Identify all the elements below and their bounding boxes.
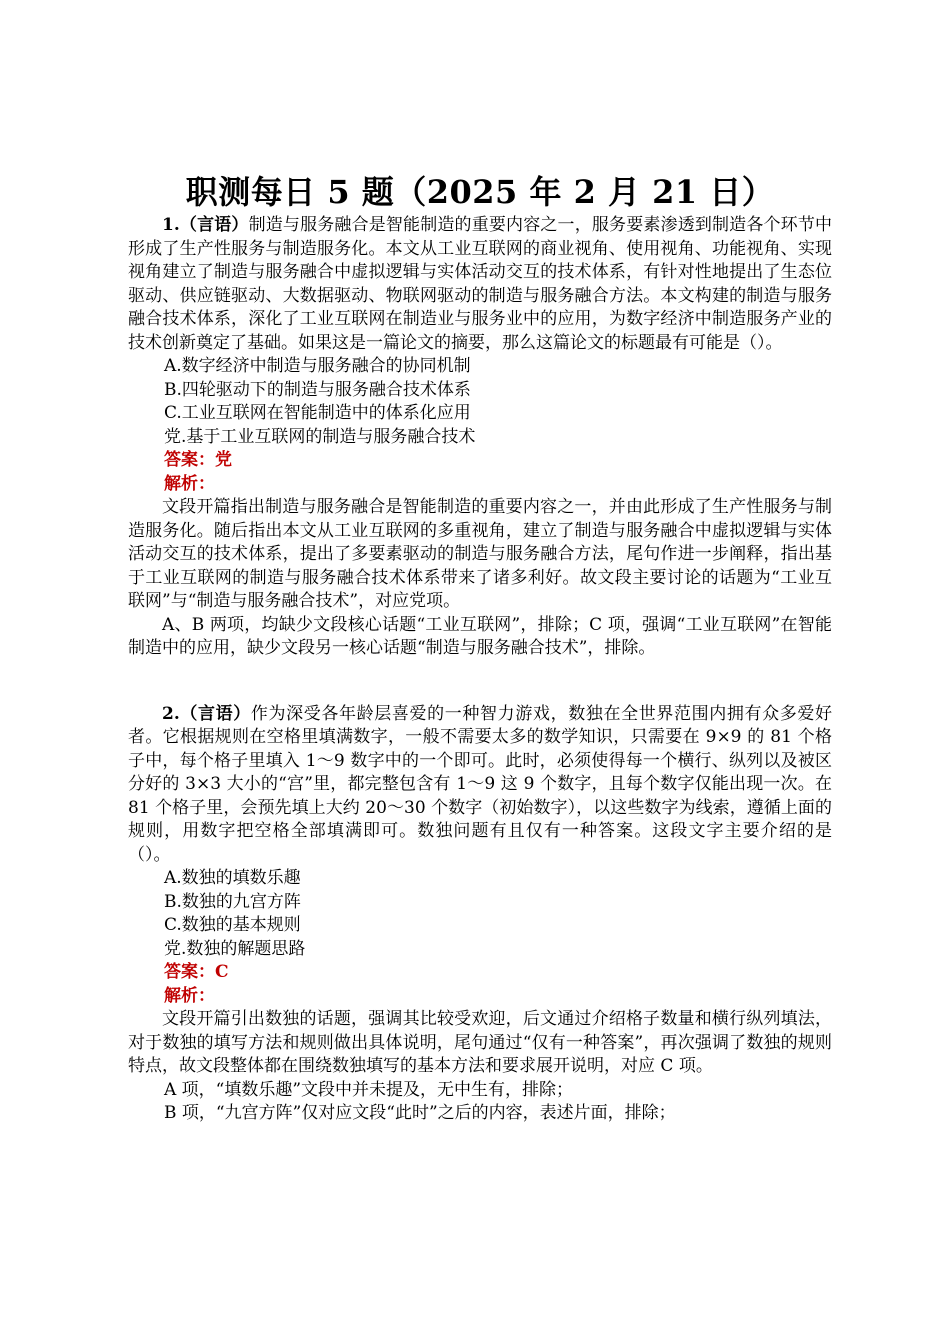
analysis-line: A 项，“填数乐趣”文段中并未提及，无中生有，排除；: [164, 1079, 574, 1100]
analysis-label: 解析：: [164, 985, 215, 1006]
answer-label: 答案：党: [164, 450, 232, 470]
analysis-paragraph: 文段开篇引出数独的话题，强调其比较受欢迎，后文通过介绍格子数量和横行纵列填法，对于数独的填写方法和规则做出具体说明，尾句通过“仅有一种答案”，再次强调了数独的规则特点，故文段整体都在围绕数独填写的基本方法和要求展开说明，对应 C 项。: [128, 1009, 832, 1076]
section-spacer: [128, 661, 832, 703]
option-c: C.数独的基本规则: [164, 915, 301, 935]
page-title: 职测每日 5 题（2025 年 2 月 21 日）: [185, 173, 775, 211]
question-text: 制造与服务融合是智能制造的重要内容之一，服务要素渗透到制造各个环节中形成了生产性服务与制造服务化。本文从工业互联网的商业视角、使用视角、功能视角、实现视角建立了制造与服务融合中虚拟逻辑与实体活动交互的技术体系，有针对性地提出了生态位驱动、供应链驱动、大数据驱动、物联网驱动的制造与服务融合方法。本文构建的制造与服务融合技术体系，深化了工业互联网在制造业与服务业中的应用，为数字经济中制造服务产业的技术创新奠定了基础。如果这是一篇论文的摘要，那么这篇论文的标题最有可能是（）。: [128, 215, 833, 353]
document-page: [128, 170, 832, 1126]
option-d: 党.基于工业互联网的制造与服务融合技术: [164, 426, 476, 447]
question-number: 2.（言语）: [162, 703, 251, 724]
option-b: B.数独的九宫方阵: [164, 891, 301, 912]
analysis-paragraph: A、B 两项，均缺少文段核心话题“工业互联网”，排除；C 项，强调“工业互联网”在智能制造中的应用，缺少文段另一核心话题“制造与服务融合技术”，排除。: [128, 614, 832, 658]
question-stem: [128, 214, 832, 355]
option-a: A.数独的填数乐趣: [164, 868, 301, 888]
option-a: A.数字经济中制造与服务融合的协同机制: [164, 356, 471, 376]
analysis-line: B 项，“九宫方阵”仅对应文段“此时”之后的内容，表述片面，排除；: [164, 1103, 676, 1123]
question-stem: [128, 703, 832, 868]
option-c: C.工业互联网在智能制造中的体系化应用: [164, 403, 471, 423]
question-2: [128, 703, 832, 1126]
question-number: 1.（言语）: [162, 215, 249, 235]
analysis-label: 解析：: [164, 473, 215, 494]
option-b: B.四轮驱动下的制造与服务融合技术体系: [164, 379, 471, 400]
option-d: 党.数独的解题思路: [164, 938, 306, 959]
question-text: 作为深受各年龄层喜爱的一种智力游戏，数独在全世界范围内拥有众多爱好者。它根据规则在空格里填满数字，一般不需要太多的数学知识，只需要在 9×9 的 81 个格子中，每个格子里填入 1～9 数字中的一个即可。此时，必须使得每一个横行、纵列以及被区分好的 3×3 大小的“宫”里，都完整包含有 1～9 这 9 个数字，且每个数字仅能出现一次。在 81 个格子里，会预先填上大约 20～30 个数字（初始数字），以这些数字为线索，遵循上面的规则，用数字把空格全部填满即可。数独问题有且仅有一种答案。这段文字主要介绍的是（）。: [128, 703, 832, 865]
question-1: [128, 214, 832, 661]
answer-label: 答案：C: [164, 962, 229, 982]
analysis-paragraph: 文段开篇指出制造与服务融合是智能制造的重要内容之一，并由此形成了生产性服务与制造服务化。随后指出本文从工业互联网的多重视角，建立了制造与服务融合中虚拟逻辑与实体活动交互的技术体系，提出了多要素驱动的制造与服务融合方法，尾句作进一步阐释，指出基于工业互联网的制造与服务融合技术体系带来了诸多利好。故文段主要讨论的话题为“工业互联网”与“制造与服务融合技术”，对应党项。: [128, 497, 832, 611]
